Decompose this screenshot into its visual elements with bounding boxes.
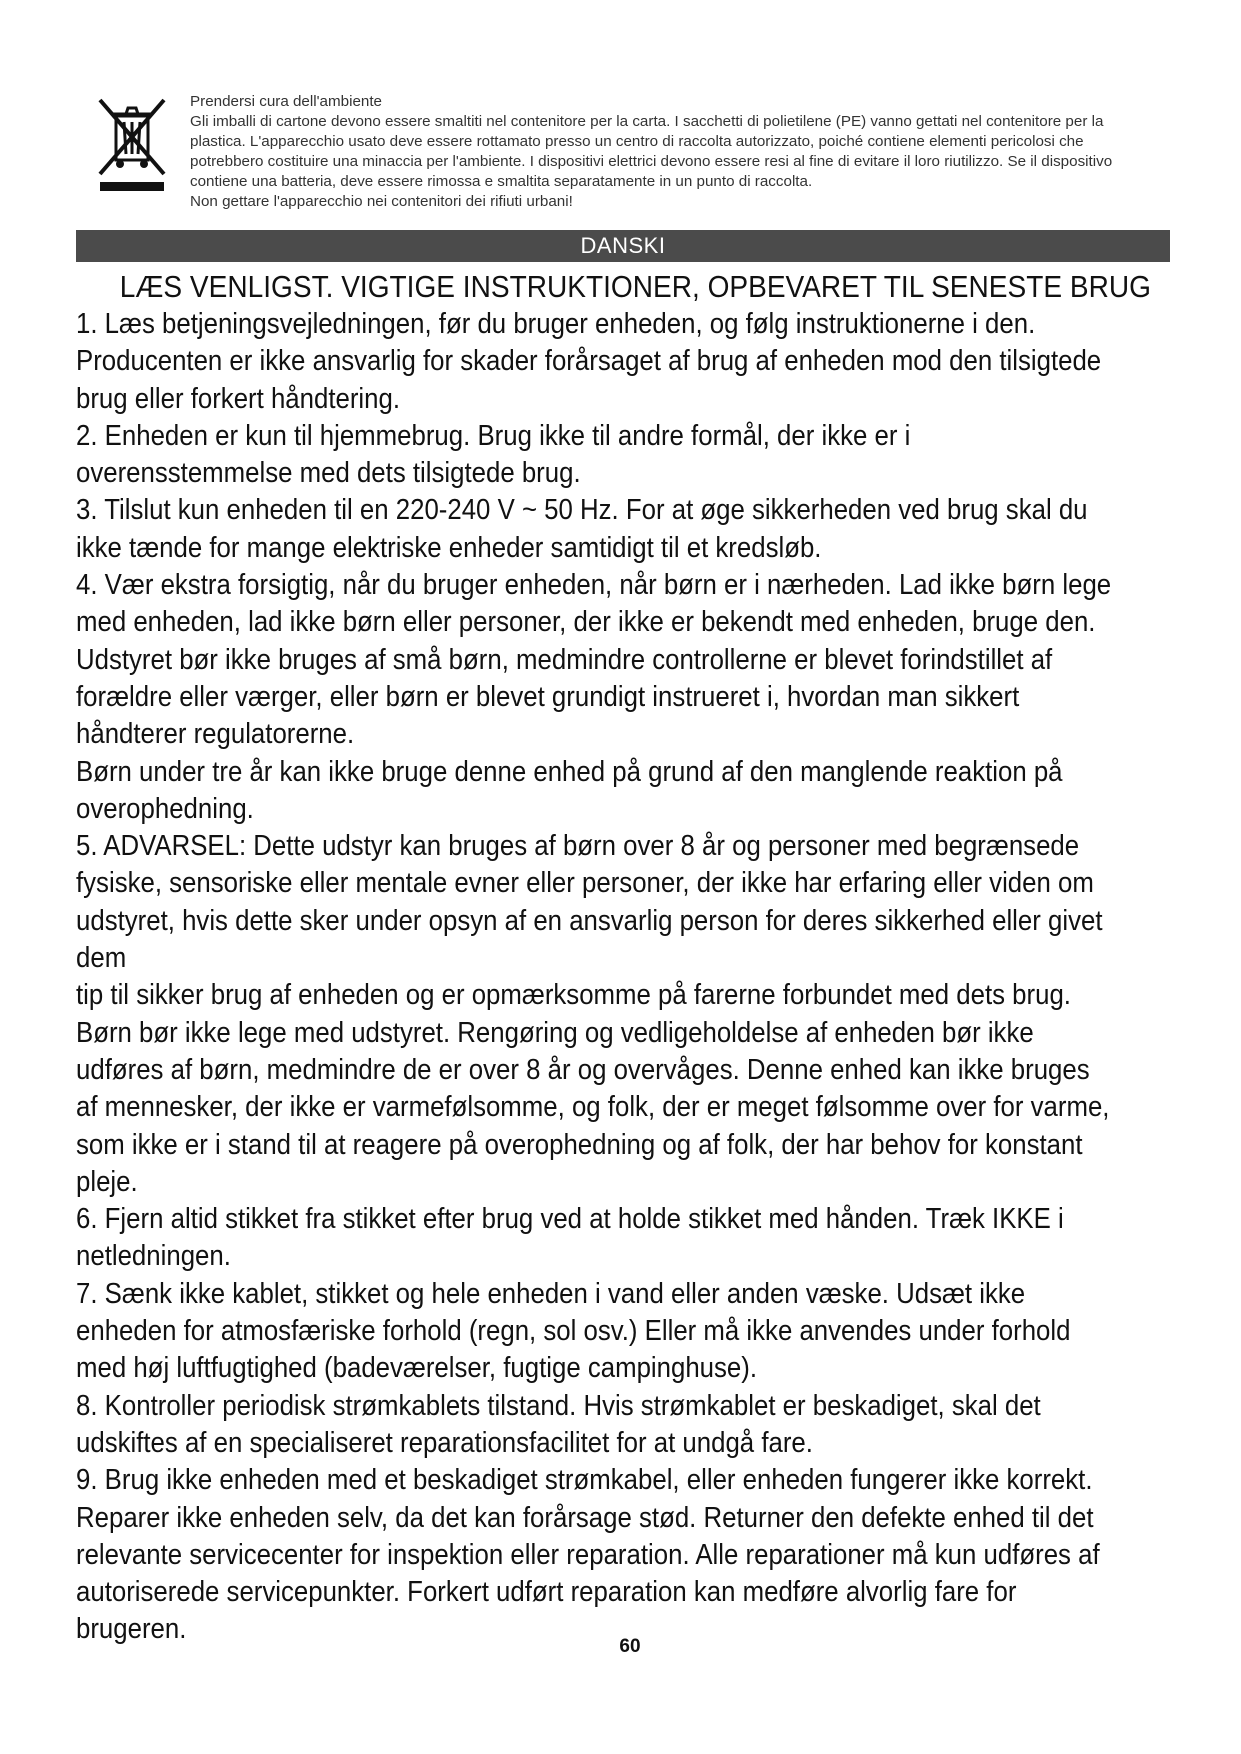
- instruction-line: 1. Læs betjeningsvejledningen, før du bruger enheden, og følg instruktionerne i den.: [76, 308, 1036, 340]
- environment-line: contiene una batteria, deve essere rimossa e smaltita separatamente in un punto di raccolta.: [190, 173, 813, 190]
- instruction-line: Producenten er ikke ansvarlig for skader forårsaget af brug af enheden mod den tilsigtede: [76, 345, 1102, 378]
- instruction-line: pleje.: [76, 1165, 138, 1198]
- instruction-line: 3. Tilslut kun enheden til en 220-240 V ~ 50 Hz. For at øge sikkerheden ved brug skal du: [76, 494, 1088, 527]
- instruction-line: udføres af børn, medmindre de er over 8 år og overvåges. Denne enhed kan ikke bruges: [76, 1053, 1090, 1086]
- instruction-line: af mennesker, der ikke er varmefølsomme, og folk, der er meget følsomme over for varme,: [76, 1091, 1110, 1124]
- instruction-line: udstyret, hvis dette sker under opsyn af en ansvarlig person for deres sikkerhed eller givet: [76, 904, 1103, 937]
- instruction-line: brug eller forkert håndtering.: [76, 382, 401, 415]
- instruction-line: 6. Fjern altid stikket fra stikket efter brug ved at holde stikket med hånden. Træk IKKE i: [76, 1203, 1064, 1236]
- language-section-bar: DANSKI: [76, 230, 1170, 262]
- instruction-line: enheden for atmosfæriske forhold (regn, sol osv.) Eller må ikke anvendes under forhold: [76, 1315, 1071, 1348]
- instruction-line: autoriserede servicepunkter. Forkert udført reparation kan medføre alvorlig fare for: [76, 1576, 1017, 1609]
- instruction-line: forældre eller værger, eller børn er blevet grundigt instrueret i, hvordan man sikkert: [76, 680, 1020, 713]
- instruction-line: 8. Kontroller periodisk strømkablets tilstand. Hvis strømkablet er beskadiget, skal det: [76, 1389, 1041, 1422]
- instruction-line: som ikke er i stand til at reagere på overophedning og af folk, der har behov for konstant: [76, 1128, 1083, 1161]
- instruction-line: 7. Sænk ikke kablet, stikket og hele enheden i vand eller anden væske. Udsæt ikke: [76, 1277, 1026, 1310]
- instruction-line: relevante servicecenter for inspektion eller reparation. Alle reparationer må kun udføres af: [76, 1538, 1100, 1571]
- instruction-line: 2. Enheden er kun til hjemmebrug. Brug ikke til andre formål, der ikke er i: [76, 419, 911, 452]
- instruction-line: håndterer regulatorerne.: [76, 718, 355, 751]
- instruction-line: Udstyret bør ikke bruges af små børn, medmindre controllerne er blevet forindstillet af: [76, 643, 1053, 676]
- instruction-line: Reparer ikke enheden selv, da det kan forårsage stød. Returner den defekte enhed til det: [76, 1501, 1094, 1534]
- environment-line: Non gettare l'apparecchio nei contenitori dei rifiuti urbani!: [190, 193, 573, 210]
- environment-line: potrebbero costituire una minaccia per l'ambiente. I dispositivi elettrici devono essere resi al fine di evitare il loro riutilizzo. Se il dispositivo: [190, 153, 1113, 170]
- environment-line: plastica. L'apparecchio usato deve essere rottamato presso un centro di raccolta autorizzato, poiché contiene elementi pericolosi che: [190, 133, 1084, 150]
- weee-crossed-bin-icon: [96, 94, 168, 194]
- instruction-line: dem: [76, 942, 127, 975]
- instruction-line: fysiske, sensoriske eller mentale evner eller personer, der ikke har erfaring eller viden om: [76, 867, 1094, 900]
- instructions-body: [76, 306, 1216, 1649]
- instruction-line: 5. ADVARSEL: Dette udstyr kan bruges af børn over 8 år og personer med begrænsede: [76, 830, 1080, 863]
- instruction-line: 9. Brug ikke enheden med et beskadiget strømkabel, eller enheden fungerer ikke korrekt.: [76, 1464, 1093, 1497]
- instruction-line: med enheden, lad ikke børn eller personer, der ikke er bekendt med enheden, bruge den.: [76, 606, 1096, 639]
- instruction-line: netledningen.: [76, 1240, 231, 1273]
- page-title: LÆS VENLIGST. VIGTIGE INSTRUKTIONER, OPBEVARET TIL SENESTE BRUG: [119, 270, 1151, 304]
- environment-line: Prendersi cura dell'ambiente: [190, 93, 383, 110]
- environment-line: Gli imballi di cartone devono essere smaltiti nel contenitore per la carta. I sacchetti di polietilene (PE) vanno gettati nel contenitore per la: [190, 113, 1104, 130]
- environment-text: [190, 92, 1190, 212]
- instruction-line: brugeren.: [76, 1613, 187, 1646]
- instruction-line: udskiftes af en specialiseret reparationsfacilitet for at undgå fare.: [76, 1426, 813, 1459]
- instruction-line: overensstemmelse med dets tilsigtede brug.: [76, 457, 581, 490]
- environment-notice: [90, 84, 1170, 214]
- page-number: 60: [619, 1636, 641, 1657]
- instruction-line: overophedning.: [76, 792, 254, 825]
- instruction-line: 4. Vær ekstra forsigtig, når du bruger enheden, når børn er i nærheden. Lad ikke børn lege: [76, 569, 1112, 602]
- instruction-line: Børn bør ikke lege med udstyret. Rengøring og vedligeholdelse af enheden bør ikke: [76, 1016, 1034, 1049]
- instruction-line: Børn under tre år kan ikke bruge denne enhed på grund af den manglende reaktion på: [76, 755, 1063, 788]
- instruction-line: ikke tænde for mange elektriske enheder samtidigt til et kredsløb.: [76, 531, 822, 564]
- instruction-line: med høj luftfugtighed (badeværelser, fugtige campinghuse).: [76, 1352, 758, 1385]
- instruction-line: tip til sikker brug af enheden og er opmærksomme på farerne forbundet med dets brug.: [76, 979, 1071, 1012]
